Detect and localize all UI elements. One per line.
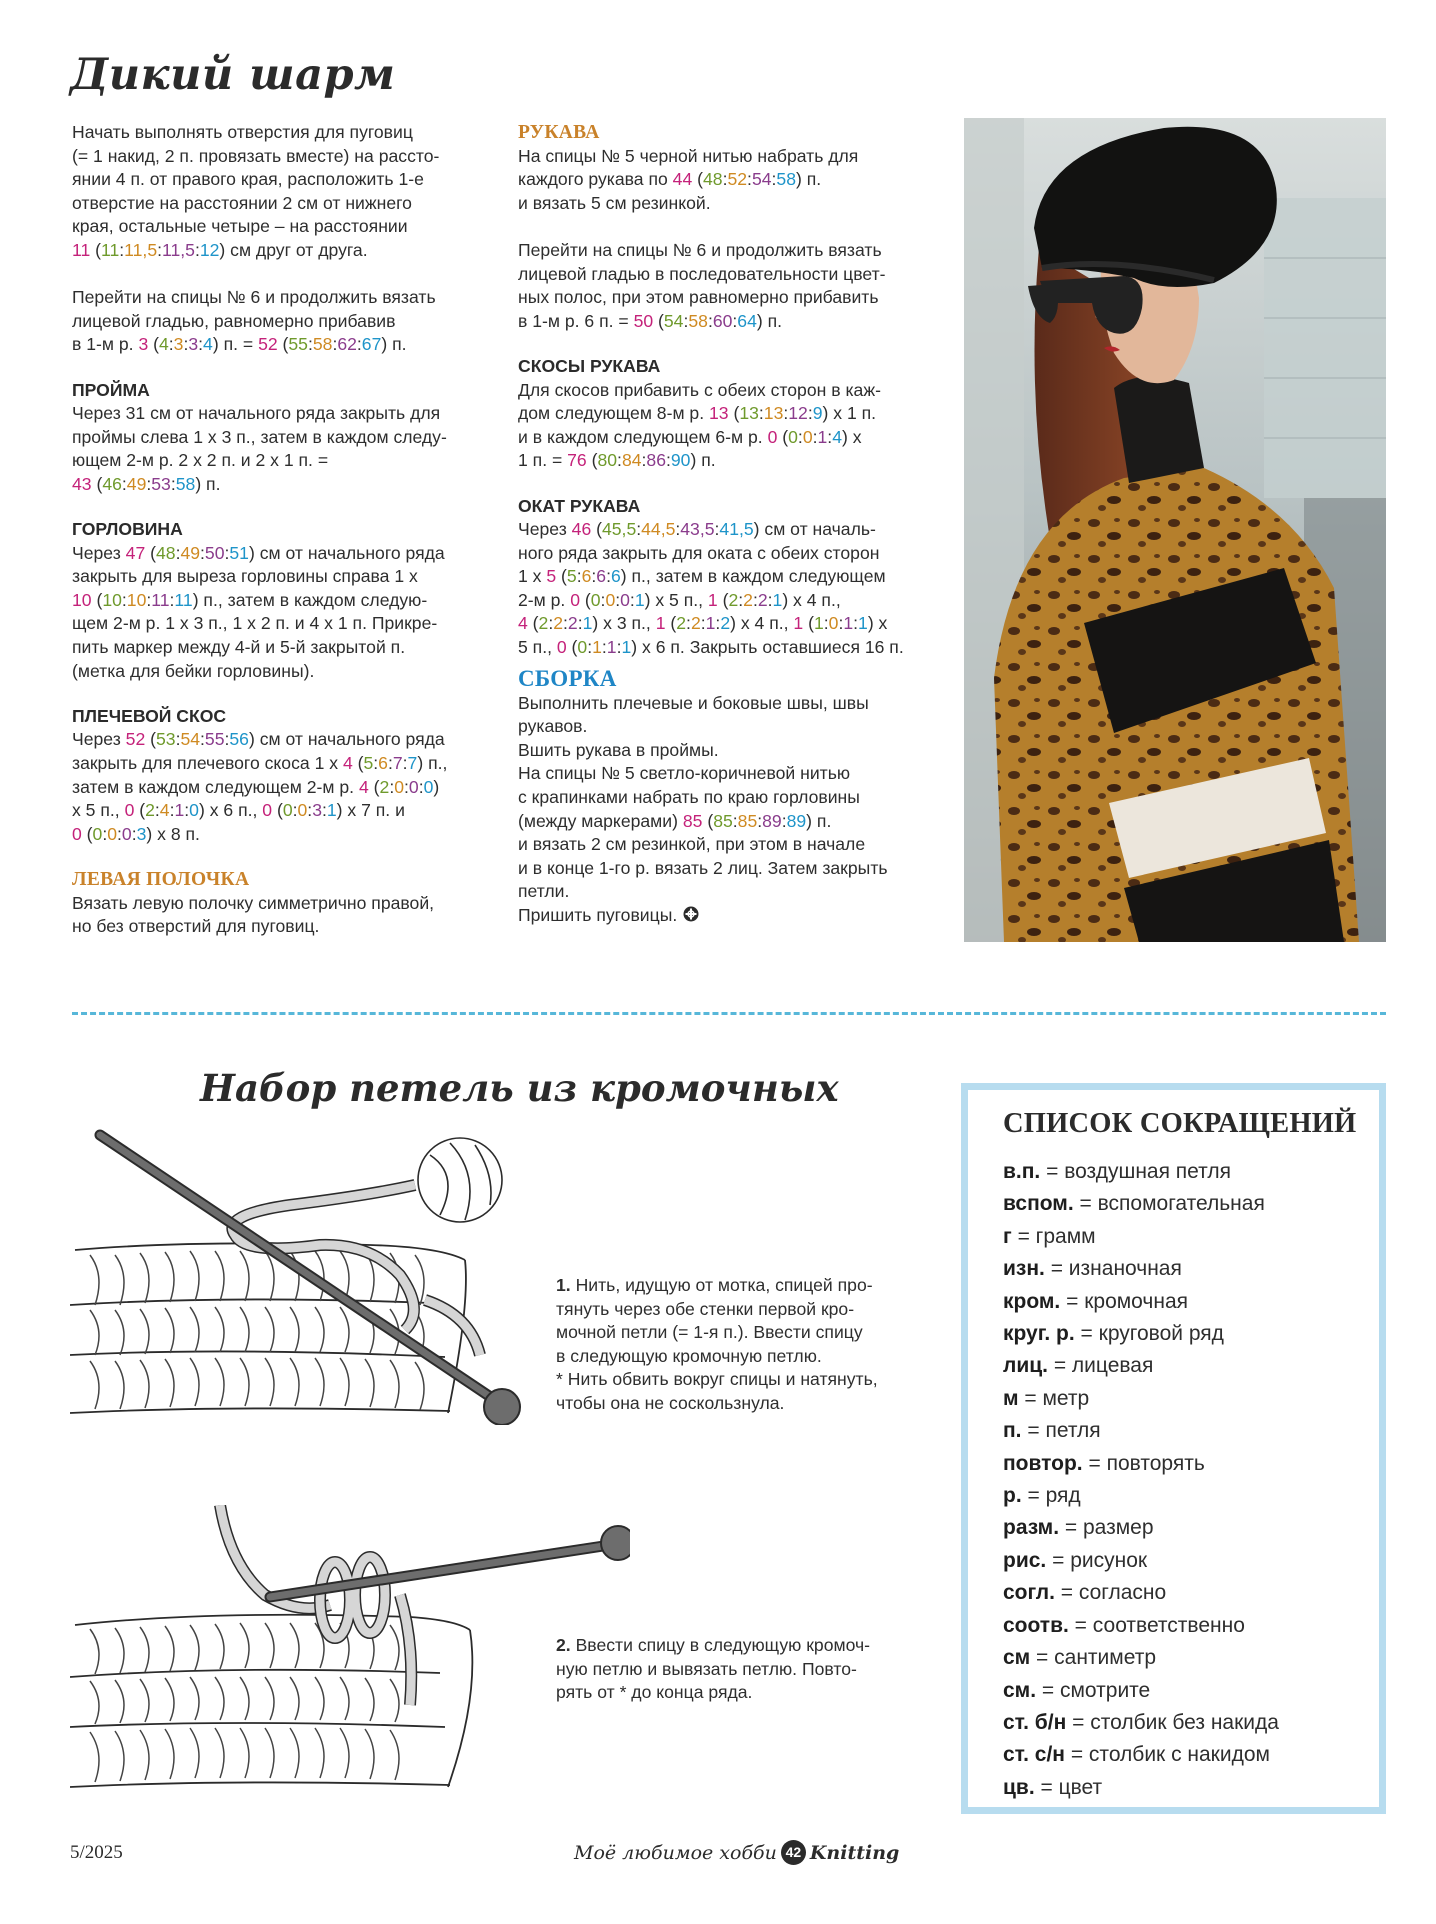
list-item: разм. = размер — [1003, 1516, 1154, 1540]
size-values: 0 (0:0:0:1) — [570, 589, 651, 610]
size-values: 11 (11:11,5:11,5:12) — [72, 239, 226, 260]
list-item: лиц. = лицевая — [1003, 1354, 1154, 1378]
switch-needles-paragraph: Перейти на спицы № 6 и продолжить вязать лицевой гладью, равномерно прибавив в 1-м р. 3 (4:3:3:4) п. = 52 (55:58:62:67) п. — [72, 287, 436, 355]
sleeves-stockinette-paragraph: Перейти на спицы № 6 и продолжить вязать лицевой гладью в последовательности цвет- ных полос, при этом равномерно прибавить в 1-м р. 6 п. = 50 (54:58:60:64) п. — [518, 239, 886, 331]
shoulder-section: ПЛЕЧЕВОЙ СКОС Через 52 (53:54:55:56) см от начального ряда закрыть для плечевого скоса 1 х 4 (5:6:7:7) п., затем в каждом следующем 2-м р. 4 (2:0:0:0) х 5 п., 0 (2:4:1:0) х 6 п., 0 (0:0:3:1) х 7 п. и 0 (0:0:0:3) х 8 п. — [72, 705, 502, 847]
knot-icon — [682, 905, 700, 923]
left-front-header: ЛЕВАЯ ПОЛОЧКА — [72, 869, 250, 890]
brand-name: Knitting — [809, 1841, 900, 1864]
magazine-footer — [574, 1840, 899, 1865]
sleeve-shaping-section: СКОСЫ РУКАВА Для скосов прибавить с обеих сторон в каж- дом следующем 8-м р. 13 (13:13:12:9) х 1 п. и в каждом следующем 6-м р. 0 (0:0:1:4) х 1 п. = 76 (80:84:86:90) п. — [518, 355, 948, 473]
size-values: 4 (5:6:7:7) — [342, 753, 424, 774]
neckline-section: ГОРЛОВИНА Через 47 (48:49:50:51) см от начального ряда закрыть для выреза горловины справа 1 х 10 (10:10:11:11) п., затем в каждом следую- щем 2-м р. 1 х 3 п., 1 х 2 п. и 4 х 1 п. Прикре- пить маркер между 4-й и 5-й закрытой п. (метка для бейки горловины). — [72, 518, 502, 683]
size-values: 0 (0:1:1:1) — [556, 637, 638, 658]
list-item: вспом. = вспомогательная — [1003, 1192, 1265, 1216]
list-item: рис. = рисунок — [1003, 1548, 1148, 1572]
armhole-header: ПРОЙМА — [72, 379, 150, 400]
list-item: см. = смотрите — [1003, 1678, 1151, 1702]
left-front-section: ЛЕВАЯ ПОЛОЧКА Вязать левую полочку симметрично правой, но без отверстий для пуговиц. — [72, 868, 502, 939]
list-item: изн. = изнаночная — [1003, 1257, 1182, 1281]
cast-on-step1-illustration — [70, 1125, 570, 1425]
list-item: повтор. = повторять — [1003, 1451, 1205, 1475]
size-values: 52 (53:54:55:56) — [125, 729, 255, 750]
section-divider — [72, 1012, 1386, 1015]
size-values: 4 (2:2:2:1) — [518, 613, 599, 634]
size-values: 5 (5:6:6:6) — [546, 566, 627, 587]
text-column-left — [72, 121, 502, 939]
sleeves-section: РУКАВА На спицы № 5 черной нитью набрать для каждого рукава по 44 (48:52:54:58) п. и вязать 5 см резинкой. — [518, 121, 948, 215]
magazine-name: Моё любимое хобби — [574, 1841, 777, 1864]
assembly-header: СБОРКА — [518, 665, 617, 691]
list-item: в.п. = воздушная петля — [1003, 1160, 1231, 1183]
abbreviations-box — [961, 1083, 1386, 1814]
text-column-middle — [518, 121, 948, 928]
shoulder-header: ПЛЕЧЕВОЙ СКОС — [72, 705, 227, 726]
list-item: ст. б/н = столбик без накида — [1003, 1710, 1279, 1734]
list-item: р. = ряд — [1003, 1484, 1081, 1508]
size-values: 4 (2:0:0:0) — [358, 776, 440, 797]
size-values: 3 (4:3:3:4) — [138, 334, 219, 355]
step1-text: 1. Нить, идущую от мотка, спицей про- тянуть через обе стенки первой кро- мочной петли (= 1-я п.). Ввести спицу в следующую кромочную петлю. * Нить обвить вокруг спицы и натянуть, чтобы она не соскользнула. — [556, 1275, 878, 1413]
size-values: 10 (10:10:11:11) — [72, 589, 199, 610]
page-number: 42 — [781, 1840, 806, 1865]
section-title: Набор петель из кромочных — [200, 1066, 839, 1110]
neckline-header: ГОРЛОВИНА — [72, 519, 183, 540]
cast-on-step2-illustration — [70, 1505, 630, 1805]
size-values: 1 (2:2:1:2) — [655, 613, 736, 634]
armhole-section: ПРОЙМА Через 31 см от начального ряда закрыть для проймы слева 1 х 3 п., затем в каждом следу- ющем 2-м р. 2 х 2 п. и 2 х 1 п. = 43 (46:49:53:58) п. — [72, 379, 502, 497]
sleeves-header: РУКАВА — [518, 122, 600, 143]
size-values: 0 (0:0:0:3) — [72, 823, 153, 844]
abbreviations-title: СПИСОК СОКРАЩЕНИЙ — [1003, 1108, 1357, 1139]
size-values: 47 (48:49:50:51) — [125, 542, 255, 563]
size-values: 0 (0:0:1:4) — [767, 426, 848, 447]
size-values: 1 (1:0:1:1) — [793, 613, 874, 634]
yarn-ball — [418, 1138, 502, 1222]
list-item: г = грамм — [1003, 1224, 1096, 1248]
list-item: согл. = согласно — [1003, 1581, 1167, 1605]
list-item: соотв. = соответственно — [1003, 1613, 1245, 1637]
size-values: 13 (13:13:12:9) — [709, 403, 829, 424]
size-values: 85 (85:85:89:89) — [682, 810, 813, 831]
size-values: 0 (2:4:1:0) — [124, 800, 205, 821]
sleeve-cap-header: ОКАТ РУКАВА — [518, 495, 641, 516]
size-values: 43 (46:49:53:58) — [72, 473, 202, 494]
abbreviations-list — [1003, 1156, 1373, 1804]
list-item: см = сантиметр — [1003, 1646, 1156, 1670]
issue-number: 5/2025 — [70, 1842, 123, 1863]
step2-text: 2. Ввести спицу в следующую кромоч- ную петлю и вывязать петлю. Повто- рять от * до конца ряда. — [556, 1635, 871, 1703]
page-title: Дикий шарм — [70, 50, 396, 100]
assembly-section: СБОРКА Выполнить плечевые и боковые швы, швы рукавов. Вшить рукава в проймы. На спицы № 5 светло-коричневой нитью с крапинками набрать по краю горловины (между маркерами) 85 (85:85:89:89) п. и вязать 2 см резинкой, при этом в начале и в конце 1-го р. вязать 2 лиц. Затем закрыть петли. Пришить пуговицы. — [518, 666, 948, 928]
size-values: 76 (80:84:86:90) — [567, 450, 697, 471]
size-values: 44 (48:52:54:58) — [672, 169, 802, 190]
sleeve-cap-section: ОКАТ РУКАВА Через 46 (45,5:44,5:43,5:41,5) см от началь- ного ряда закрыть для оката с обеих сторон 1 х 5 (5:6:6:6) п., затем в каждом следующем 2-м р. 0 (0:0:0:1) х 5 п., 1 (2:2:2:1) х 4 п., 4 (2:2:2:1) х 3 п., 1 (2:2:1:2) х 4 п., 1 (1:0:1:1) х 5 п., 0 (0:1:1:1) х 6 п. Закрыть оставшиеся 16 п. — [518, 495, 948, 660]
list-item: м = метр — [1003, 1386, 1090, 1410]
size-values: 50 (54:58:60:64) — [633, 310, 763, 331]
list-item: круг. р. = круговой ряд — [1003, 1322, 1224, 1346]
size-values: 0 (0:0:3:1) — [262, 800, 343, 821]
sleeve-shaping-header: СКОСЫ РУКАВА — [518, 355, 661, 376]
size-values: 52 (55:58:62:67) — [258, 334, 388, 355]
list-item: кром. = кромочная — [1003, 1289, 1188, 1313]
list-item: цв. = цвет — [1003, 1775, 1103, 1799]
size-values: 46 (45,5:44,5:43,5:41,5) — [571, 519, 760, 540]
list-item: п. = петля — [1003, 1419, 1101, 1443]
buttonholes-paragraph: Начать выполнять отверстия для пуговиц (= 1 накид, 2 п. провязать вместе) на рассто- янии 4 п. от правого края, расположить 1-е отверстие на расстоянии 2 см от нижнего края, остальные четыре – на расстоянии 11 (11:11,5:11,5:12) см друг от друга. — [72, 122, 440, 260]
size-values: 1 (2:2:2:1) — [707, 589, 789, 610]
list-item: ст. с/н = столбик с накидом — [1003, 1743, 1270, 1767]
woman-in-leopard-sweater-photo — [964, 118, 1386, 942]
